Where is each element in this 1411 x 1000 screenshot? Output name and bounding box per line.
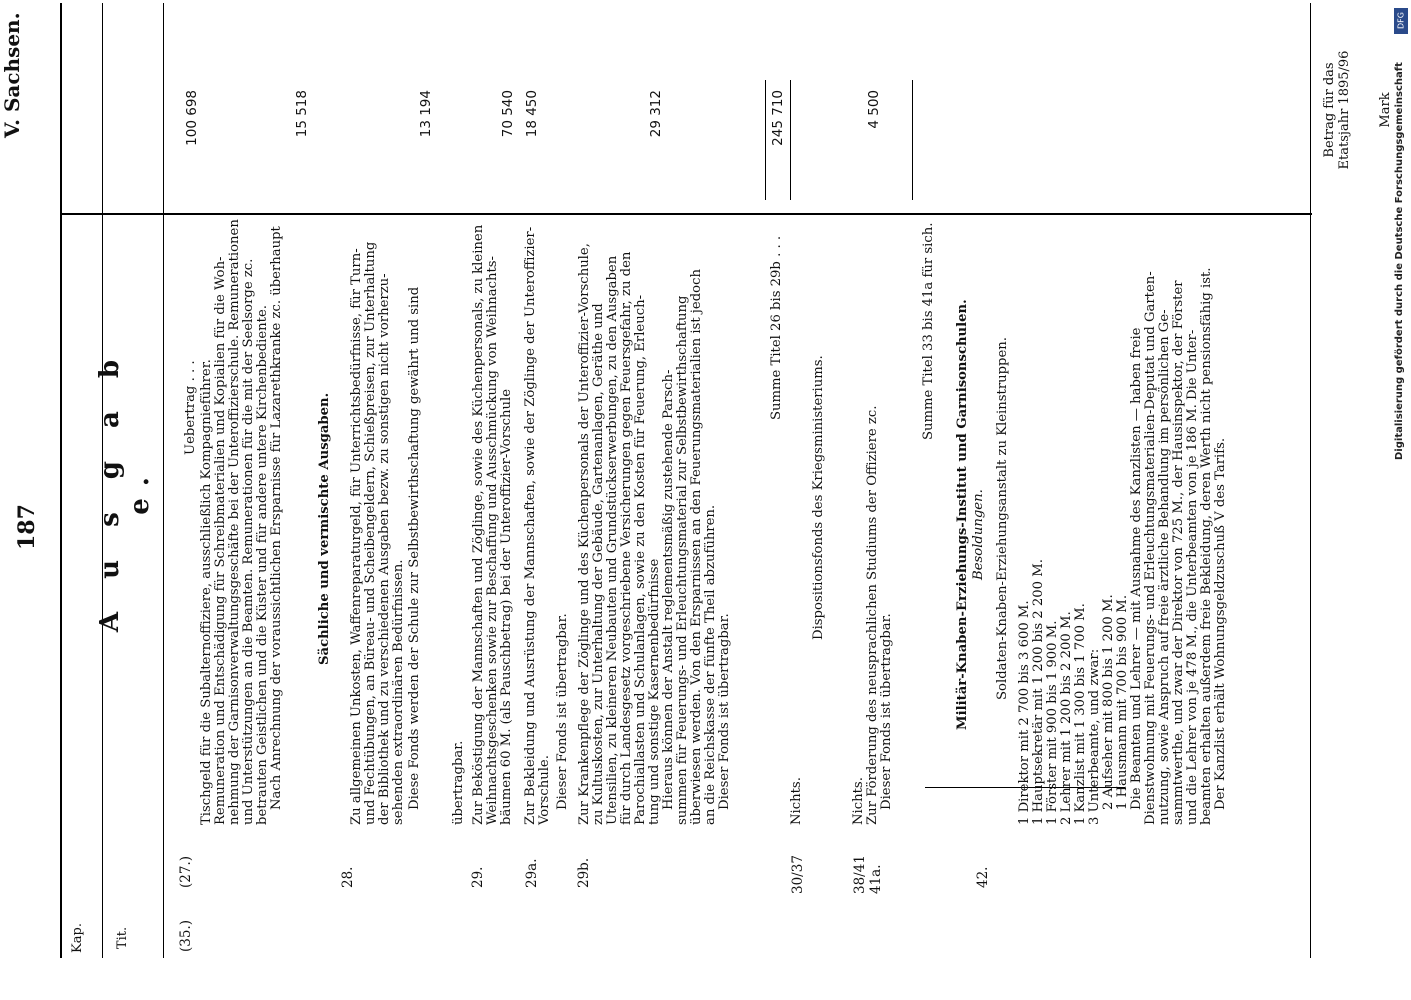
rule-header [60, 213, 1312, 215]
text-l12: sehenden extraordinären Bedürfnissen. [391, 559, 406, 825]
tit-27: (27.) [178, 855, 194, 888]
text-l37: Dieser Fonds ist übertragbar. [879, 613, 894, 810]
amount-uebertrag: 100 698 [184, 90, 200, 146]
text-l10: und Fechtübungen, an Büreau- und Scheibengeldern, Schießpreisen, zur Unterhaltung [363, 241, 378, 825]
text-l25: Parochiallasten und Schulanlagen, sowie zu den Kosten für Feuerung, Erleuch- [633, 294, 648, 825]
text-l53: sammtwerthe, und zwar der Direktor von 725 M., der Hausinspektor, der Förster [1171, 280, 1186, 825]
tit-42: 42. [975, 866, 991, 888]
text-l45: 2 Lehrer mit 1 200 bis 2 200 M. [1059, 611, 1074, 825]
text-l20: Dieser Fonds ist übertragbar. [555, 613, 570, 810]
text-l4: nehmung der Garnisonverwaltungsgeschäfte bei der Unteroffizierschule. Remunerationen [227, 219, 242, 825]
text-l38: Summe Titel 33 bis 41a für sich. [921, 222, 936, 440]
page-title: A u s g a b e. [95, 347, 155, 633]
col-head-mark: Mark [1378, 92, 1393, 128]
text-l11: der Bibliothek und zu verschiedenen Ausgaben bezw. zu sonstigen nicht vorherzu- [377, 273, 392, 825]
sum-rule-1 [765, 80, 766, 200]
text-l54: und die Lehrer von je 478 M., die Unterbeamten von je 186 M. Die Unter- [1185, 329, 1200, 825]
text-l5: und Unterstützungen an die Beamten. Remunerationen für die mit der Seelsorge zc. [241, 258, 256, 825]
text-l26: tung und sonstige Kasernenbedürfnisse [647, 558, 662, 825]
tit-30-37: 30/37 [790, 855, 806, 894]
text-l34: Dispositionsfonds des Kriegsministeriums. [811, 355, 826, 640]
col-head-kap: Kap. [70, 923, 85, 953]
amount-sum-26-29b: 245 710 [770, 90, 786, 146]
text-l44: 1 Förster mit 900 bis 1 900 M. [1045, 620, 1060, 825]
amount-29: 70 540 [500, 90, 516, 138]
text-l35: Nichts. [851, 777, 866, 825]
text-l22: zu Kultuskosten, zur Unterhaltung der Gebäude, Gartenanlagen, Geräthe und [591, 303, 606, 825]
text-l50: Die Beamten und Lehrer — mit Ausnahme des Kanzlisten — haben freie [1129, 327, 1144, 810]
tit-28: 28. [340, 866, 356, 888]
amount-28: 13 194 [418, 90, 434, 138]
text-l2: Tischgeld für die Subalternoffiziere, ausschließlich Kompagnieführer. [199, 359, 214, 825]
col-head-tit: Tit. [115, 926, 130, 950]
text-l46: 1 Kanzlist mit 1 300 bis 1 700 M. [1073, 603, 1088, 825]
text-l13: Diese Fonds werden der Schule zur Selbstbewirthschaftung gewährt und sind [407, 286, 422, 810]
digitization-note: Digitalisierung gefördert durch die Deutsche Forschungsgemeinschaft [1394, 62, 1405, 460]
text-l1: Uebertrag . . . [183, 360, 198, 455]
text-l56: Der Kanzlist erhält Wohnungsgeldzuschuß V des Tarifs. [1213, 437, 1228, 810]
tit-29a: 29a. [524, 858, 540, 888]
amount-41a: 4 500 [866, 90, 882, 129]
text-l17: bäumen 60 M. (als Pauschbetrag) bei der Unteroffizier-Vorschule [499, 388, 514, 825]
rule-tit [163, 3, 164, 958]
tit-41a: 41a. [868, 864, 884, 894]
col-head-betrag: Betrag für das Etatsjahr 1895/96 [1322, 50, 1352, 170]
text-l19: Vorschule. [537, 755, 552, 825]
text-l7: Nach Anrechnung der voraussichtlichen Ersparnisse für Lazarethkranke zc. überhaupt [269, 226, 284, 810]
running-head: V. Sachsen. [0, 12, 24, 138]
tit-38-41: 38/41 [852, 855, 868, 894]
text-l36: Zur Förderung des neusprachlichen Studiums der Offiziere zc. [865, 405, 880, 825]
tit-29: 29. [470, 866, 486, 888]
tit-29b: 29b. [576, 857, 592, 888]
text-l28: summen für Feuerungs- und Erleuchtungsmaterial zur Selbstbewirthschaftung [675, 295, 690, 825]
sum-rule-2 [790, 80, 791, 200]
text-l51: Dienstwohnung mit Feuerungs- und Erleuchtungsmaterialien-Deputat und Garten- [1143, 271, 1158, 825]
text-l8: Sächliche und vermischte Ausgaben. [317, 392, 332, 665]
amount-27: 15 518 [294, 90, 310, 138]
text-l52: nutzung, sowie Anspruch auf freie ärztliche Behandlung im persönlichen Ge- [1157, 309, 1172, 825]
amount-29a: 18 450 [524, 90, 540, 138]
text-l16: Weihnachtsgeschenken sowie zur Beschaffung und Ausschmückung von Weihnachts- [485, 256, 500, 825]
text-l43: 1 Hauptsekretär mit 1 200 bis 2 200 M. [1031, 559, 1046, 825]
text-l48: 2 Aufseher mit 800 bis 1 200 M. [1101, 594, 1116, 810]
amount-29b: 29 312 [648, 90, 664, 138]
text-l18: Zur Bekleidung und Ausrüstung der Mannschaften, sowie der Zöglinge der Unteroffizier- [523, 226, 538, 825]
text-l23: Utensilien, zu kleineren Neubauten und Grundstückserwerbungen, zu den Ausgaben [605, 255, 620, 825]
text-l30: an die Reichskasse der fünfte Theil abzuführen. [703, 504, 718, 825]
rule-text [1310, 3, 1311, 958]
text-l14: übertragbar. [451, 740, 466, 825]
page-number: 187 [14, 504, 40, 550]
text-l49: 1 Hausmann mit 700 bis 900 M. [1115, 594, 1130, 810]
text-l55: beamten erhalten außerdem freie Bekleidung, deren Werth nicht pensionsfähig ist. [1199, 267, 1214, 825]
text-l9: Zu allgemeinen Unkosten, Waffenreparaturgeld, für Unterrichtsbedürfnisse, für Turn- [349, 248, 364, 825]
text-l32: Summe Titel 26 bis 29b . . . [769, 235, 784, 420]
text-l3: Remuneration und Entschädigung für Schreibmaterialien und Kopialien für die Woh- [213, 256, 228, 825]
text-l27: Hieraus können der Anstalt reglementsmäßig zustehende Parsch- [661, 369, 676, 810]
text-l21: Zur Krankenpflege der Zöglinge und des Küchenpersonals der Unteroffizier-Vorschule, [577, 243, 592, 825]
text-l47: 3 Unterbeamte, und zwar: [1087, 648, 1102, 825]
text-l31: Dieser Fonds ist übertragbar. [717, 613, 732, 810]
sum-rule-3 [912, 80, 913, 200]
text-l6: betrauten Geistlichen und die Küster und für andere untere Kirchenbediente. [255, 305, 270, 825]
top-rule [60, 3, 62, 958]
text-l29: überwiesen werden. Von den Ersparnissen an den Feuerungsmaterialien ist jedoch [689, 269, 704, 825]
text-l39: Militär-Knaben-Erziehungs-Institut und Garnisonschulen. [955, 299, 970, 730]
text-l40: Besoldungen. [971, 489, 986, 580]
text-l41: Soldaten-Knaben-Erziehungsanstalt zu Kleinstruppen. [995, 337, 1010, 700]
text-l15: Zur Beköstigung der Mannschaften und Zöglinge, sowie des Küchenpersonals, zu kleinen [471, 224, 486, 825]
kap-35: (35.) [178, 919, 194, 952]
text-l42: 1 Direktor mit 2 700 bis 3 600 M. [1017, 600, 1032, 825]
dfg-logo: DFG [1394, 8, 1408, 34]
text-l24: für durch Landesgesetz vorgeschriebene Versicherungen gegen Feuersgefahr, zu den [619, 251, 634, 825]
text-l33: Nichts. [789, 777, 804, 825]
